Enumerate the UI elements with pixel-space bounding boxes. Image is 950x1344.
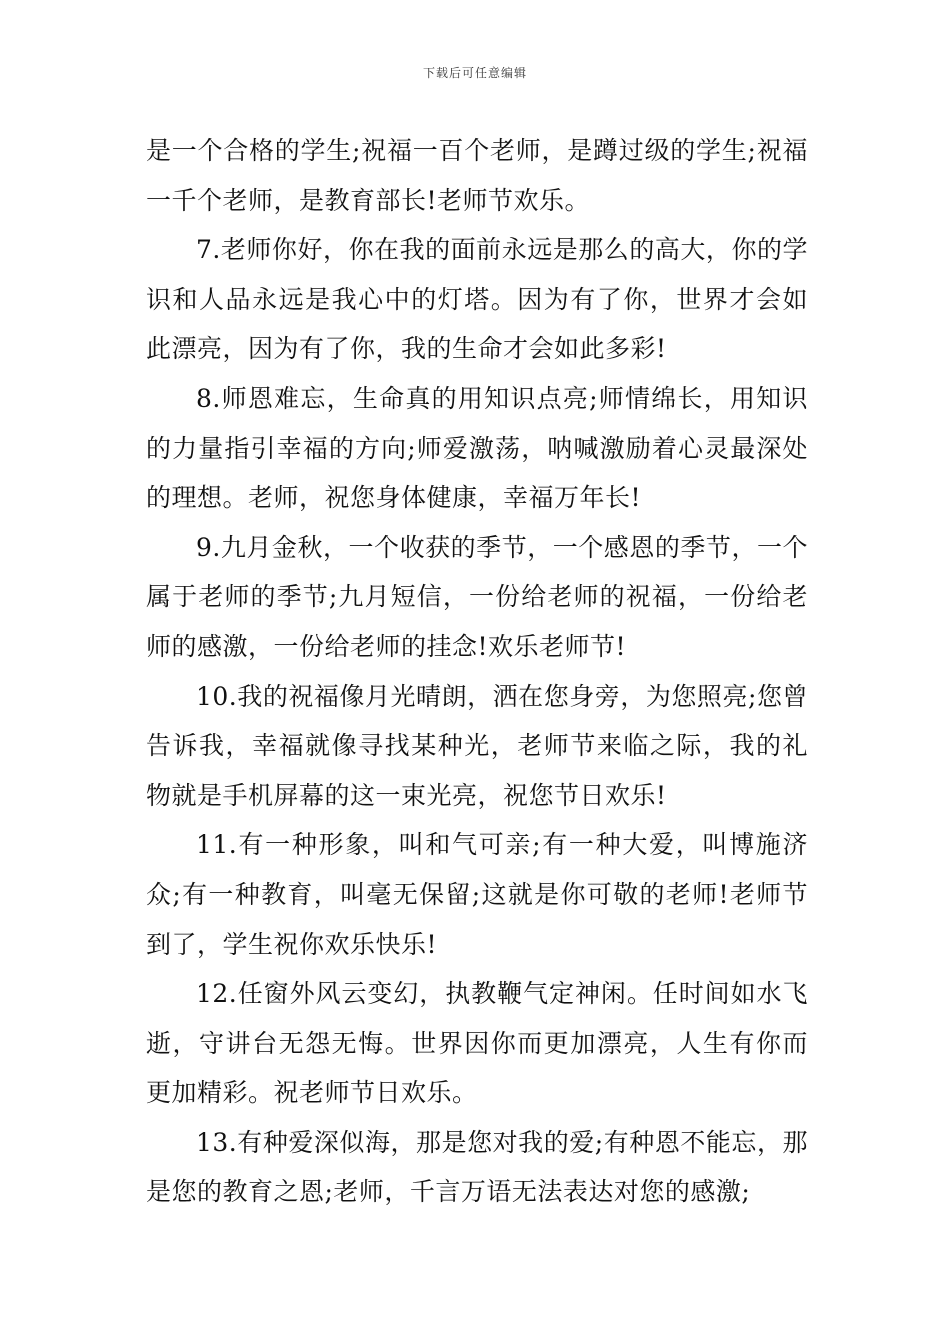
paragraph-item-9: 9.九月金秋，一个收获的季节，一个感恩的季节，一个属于老师的季节;九月短信，一份给老师的祝福，一份给老师的感激，一份给老师的挂念!欢乐老师节! <box>146 532 808 661</box>
paragraph-item-13: 13.有种爱深似海，那是您对我的爱;有种恩不能忘，那是您的教育之恩;老师，千言万语无法表达对您的感激; <box>146 1127 808 1207</box>
paragraph-item-10: 10.我的祝福像月光晴朗，洒在您身旁，为您照亮;您曾告诉我，幸福就像寻找某种光，老师节来临之际，我的礼物就是手机屏幕的这一束光亮，祝您节日欢乐! <box>146 681 808 810</box>
page-header: 下载后可任意编辑 <box>422 66 527 80</box>
paragraph-item-7: 7.老师你好，你在我的面前永远是那么的高大，你的学识和人品永远是我心中的灯塔。因为有了你，世界才会如此漂亮，因为有了你，我的生命才会如此多彩! <box>146 235 808 364</box>
paragraph-continuation: 是一个合格的学生;祝福一百个老师，是蹲过级的学生;祝福一千个老师，是教育部长!老师节欢乐。 <box>146 136 808 215</box>
document-body <box>146 126 808 1217</box>
paragraph-item-12: 12.任窗外风云变幻，执教鞭气定神闲。任时间如水飞逝，守讲台无怨无悔。世界因你而更加漂亮，人生有你而更加精彩。祝老师节日欢乐。 <box>146 979 808 1108</box>
paragraph-item-11: 11.有一种形象，叫和气可亲;有一种大爱，叫博施济众;有一种教育，叫毫无保留;这就是你可敬的老师!老师节到了，学生祝你欢乐快乐! <box>146 830 808 959</box>
paragraph-item-8: 8.师恩难忘，生命真的用知识点亮;师情绵长，用知识的力量指引幸福的方向;师爱激荡，呐喊激励着心灵最深处的理想。老师，祝您身体健康，幸福万年长! <box>146 383 808 513</box>
